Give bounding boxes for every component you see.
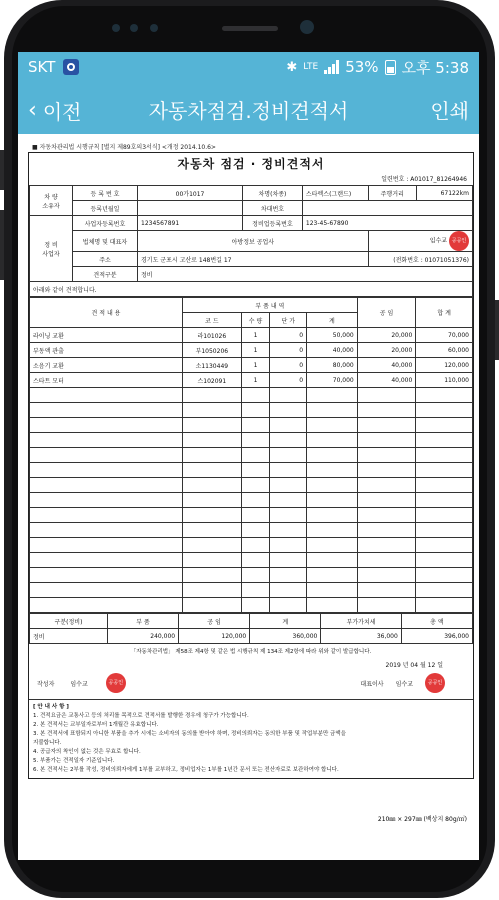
- item-unit: 0: [270, 358, 307, 373]
- estimate-document: [28, 152, 474, 779]
- ceo-name: 임수교: [395, 680, 413, 688]
- legal-text: 「자동차관리법」 제58조 제4항 및 같은 법 시행규칙 제 134조 제2항에 따라 위와 같이 발급합니다.: [130, 649, 372, 655]
- address-value: 경기도 군포시 고산로 148번길 17: [138, 252, 369, 267]
- empty-row: [30, 418, 473, 433]
- col-code-header: 코 드: [183, 313, 242, 328]
- writer-seal: 공공인: [106, 673, 126, 693]
- item-name: 부동액 관출: [30, 343, 183, 358]
- item-code: 소1130449: [183, 358, 242, 373]
- summary-value: 36,000: [321, 629, 401, 644]
- table-row: [30, 358, 473, 373]
- owner-label: 차 량 소유자: [30, 186, 73, 216]
- empty-row: [30, 403, 473, 418]
- empty-row: [30, 523, 473, 538]
- intro-text: 아래와 같이 견적합니다.: [30, 282, 473, 297]
- phone-label: (전화번호 :: [393, 256, 423, 264]
- sensor-dot: [130, 24, 138, 32]
- mileage-label: 주행거리: [368, 186, 416, 201]
- chassis-label: 차대번호: [243, 201, 303, 216]
- summary-header: 계: [250, 614, 321, 629]
- ceo-label: 대표이사: [360, 680, 384, 688]
- type-value: 정비: [138, 267, 473, 282]
- item-sum: 80,000: [307, 358, 358, 373]
- col-qty-header: 수 량: [241, 313, 270, 328]
- carrier-label: SKT: [28, 58, 56, 76]
- phone-value: 01071051376): [424, 256, 469, 264]
- summary-header: 총 액: [401, 614, 472, 629]
- summary-header: 부 품: [107, 614, 178, 629]
- phone-screen: [18, 52, 479, 860]
- guide-title: [ 안 내 사 항 ]: [33, 704, 69, 710]
- empty-row: [30, 388, 473, 403]
- empty-row: [30, 553, 473, 568]
- guide-section: [29, 699, 473, 778]
- item-unit: 0: [270, 343, 307, 358]
- writer-label: 작성자: [37, 680, 55, 688]
- issue-date: 2019 년 04 월 12 일: [385, 662, 443, 669]
- item-code: 부1050206: [183, 343, 242, 358]
- guide-item: 4. 공급자의 착인이 없는 것은 무효로 합니다.: [33, 749, 141, 755]
- front-camera: [300, 20, 314, 34]
- print-button[interactable]: 인쇄: [430, 99, 469, 123]
- item-unit: 0: [270, 373, 307, 388]
- item-name: 스타트 모터: [30, 373, 183, 388]
- guide-item: 1. 견적요금은 교통사고 등의 처리를 목적으로 견적서를 발행한 경우에 청구가 가능합니다.: [33, 713, 249, 719]
- item-qty: 1: [241, 328, 270, 343]
- car-name-label: 차명(차종): [243, 186, 303, 201]
- bluetooth-icon: ✱: [286, 59, 298, 75]
- type-label: 견적구분: [73, 267, 138, 282]
- mileage-value: 67122km: [416, 186, 472, 201]
- empty-row: [30, 568, 473, 583]
- summary-value: 396,000: [401, 629, 472, 644]
- col-parts-header: 부 품 내 역: [183, 298, 358, 313]
- summary-header: 공 임: [179, 614, 250, 629]
- summary-header: 구분(정비): [30, 614, 108, 629]
- item-sum: 70,000: [307, 373, 358, 388]
- biz-no-value: 1234567891: [138, 216, 243, 231]
- guide-item: 5. 부품가는 견적일자 기준입니다.: [33, 758, 115, 764]
- vehicle-info-table: [29, 185, 473, 297]
- representative-name: 임수교: [429, 237, 448, 245]
- item-name: 소음기 교환: [30, 358, 183, 373]
- guide-item: 지불합니다.: [33, 740, 62, 746]
- item-name: 라이닝 교환: [30, 328, 183, 343]
- reg-date-value: [138, 201, 243, 216]
- sensor-dot: [112, 24, 120, 32]
- item-qty: 1: [241, 373, 270, 388]
- back-label: 이전: [42, 100, 82, 124]
- network-type: LTE: [303, 62, 319, 72]
- serial-number: 일련번호 : A01017_81264946: [381, 176, 467, 183]
- item-labor: 40,000: [357, 358, 416, 373]
- item-total: 60,000: [416, 343, 473, 358]
- item-sum: 50,000: [307, 328, 358, 343]
- guide-item: 6. 본 견적서는 2부를 작성, 정비의뢰자에게 1부를 교부하고, 정비업자는 1부를 1년간 문서 또는 전산자료로 보관하여야 합니다.: [33, 767, 339, 773]
- table-row: [30, 373, 473, 388]
- summary-value: 360,000: [250, 629, 321, 644]
- representative-cell: [368, 231, 472, 252]
- earpiece: [222, 26, 278, 31]
- item-qty: 1: [241, 358, 270, 373]
- chevron-left-icon: ‹: [28, 98, 37, 123]
- address-label: 주소: [73, 252, 138, 267]
- phone-cell: [368, 252, 472, 267]
- item-total: 70,000: [416, 328, 473, 343]
- empty-row: [30, 493, 473, 508]
- empty-row: [30, 463, 473, 478]
- summary-header: 부가가치세: [321, 614, 401, 629]
- item-labor: 20,000: [357, 343, 416, 358]
- shop-no-value: 123-45-67890: [302, 216, 472, 231]
- table-row: [30, 328, 473, 343]
- guide-item: 3. 본 견적서에 표함되지 아니한 부품을 추가 시에는 소비자의 동의를 받아야 하며, 정비의뢰자는 동의한 부품 및 작업부분만 금액을: [33, 731, 346, 737]
- col-total-header: 합 계: [416, 298, 473, 328]
- item-qty: 1: [241, 343, 270, 358]
- item-total: 120,000: [416, 358, 473, 373]
- signal-icon: [324, 60, 339, 74]
- empty-row: [30, 478, 473, 493]
- empty-row: [30, 433, 473, 448]
- shop-no-label: 정비업등록번호: [243, 216, 303, 231]
- col-sum-header: 계: [307, 313, 358, 328]
- summary-table: [29, 613, 473, 644]
- maintainer-label: 정 비 사업자: [30, 216, 73, 282]
- bixby-button: [0, 210, 4, 280]
- empty-row: [30, 538, 473, 553]
- summary-value: 120,000: [179, 629, 250, 644]
- item-unit: 0: [270, 328, 307, 343]
- item-labor: 20,000: [357, 328, 416, 343]
- guide-item: 2. 본 견적서는 교부일자로부터 1개월간 유효합니다.: [33, 722, 159, 728]
- app-bar: [18, 82, 479, 134]
- estimate-items-table: [29, 297, 473, 613]
- item-code: 스102091: [183, 373, 242, 388]
- item-labor: 40,000: [357, 373, 416, 388]
- battery-icon: [385, 60, 396, 75]
- col-labor-header: 공 임: [357, 298, 416, 328]
- regulation-note: ■ 자동차관리법 시행규칙 [별지 제89호의3서식] <개정 2014.10.6>: [32, 144, 216, 151]
- table-row: [30, 343, 473, 358]
- document-title: 자동차 점검 · 정비견적서: [177, 157, 325, 171]
- reg-no-value: 00가1017: [138, 186, 243, 201]
- battery-percent: 53%: [345, 58, 379, 76]
- status-bar: [18, 52, 479, 82]
- biz-no-label: 사업자등록번호: [73, 216, 138, 231]
- company-value: 아방정보 공업사: [138, 231, 369, 252]
- reg-date-label: 등록년월일: [73, 201, 138, 216]
- item-code: 라101026: [183, 328, 242, 343]
- company-seal: 공공인: [449, 231, 469, 251]
- empty-row: [30, 508, 473, 523]
- item-sum: 40,000: [307, 343, 358, 358]
- company-label: 법체명 및 대표자: [73, 231, 138, 252]
- document-viewer[interactable]: [18, 134, 479, 860]
- summary-value: 240,000: [107, 629, 178, 644]
- summary-value: 정비: [30, 629, 108, 644]
- volume-button: [0, 150, 4, 190]
- sensor-dot: [150, 24, 158, 32]
- clock: 오후 5:38: [401, 58, 469, 77]
- car-name-value: 스타렉스(그랜드): [302, 186, 368, 201]
- empty-row: [30, 583, 473, 598]
- page-title: 자동차점검.정비견적서: [148, 99, 349, 123]
- paper-spec: 210㎜ × 297㎜ (백상지 80g/㎡): [377, 816, 467, 823]
- chassis-value: [302, 201, 472, 216]
- signature-row: [29, 671, 473, 699]
- col-item-header: 견 적 내 용: [30, 298, 183, 328]
- item-total: 110,000: [416, 373, 473, 388]
- empty-row: [30, 598, 473, 613]
- power-button: [495, 300, 499, 360]
- security-shield-icon: [63, 59, 79, 75]
- col-unit-header: 단 가: [270, 313, 307, 328]
- ceo-seal: 공공인: [425, 673, 445, 693]
- reg-no-label: 등 록 번 호: [73, 186, 138, 201]
- empty-row: [30, 448, 473, 463]
- writer-name: 임수교: [70, 680, 88, 688]
